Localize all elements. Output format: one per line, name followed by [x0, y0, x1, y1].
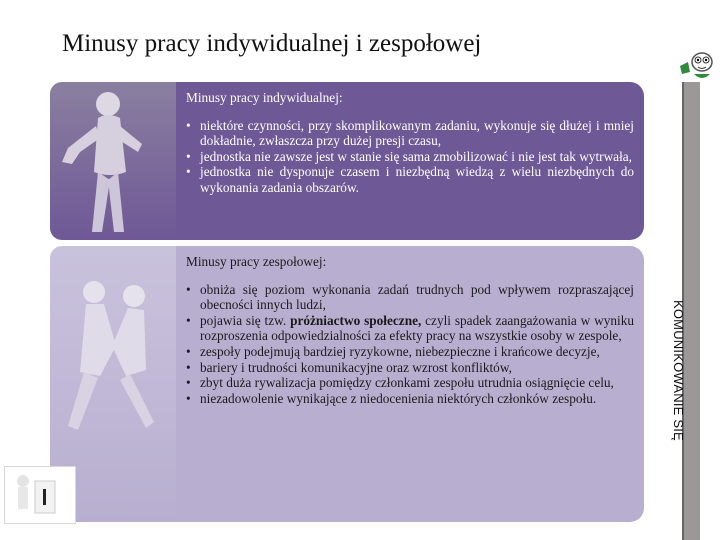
item-text: czyli spadek zaangażowania w wyniku rozproszenia odpowiedzialności za efekty pracy na wszystkie osoby w zespole,	[200, 312, 634, 344]
individual-text	[186, 90, 634, 196]
item-text: pojawia się tzw.	[200, 312, 287, 328]
list-item: • niezadowolenie wynikające z niedocenienia niektórych członków zespołu.	[186, 391, 634, 407]
list-item	[186, 313, 634, 344]
item-bold-term: próżniactwo społeczne,	[290, 312, 422, 328]
list-item: • zbyt duża rywalizacja pomiędzy członkami zespołu utrudnia osiągnięcie celu,	[186, 375, 634, 391]
individual-list	[186, 118, 634, 196]
individual-heading: Minusy pracy indywidualnej:	[186, 90, 343, 105]
sidebar-label: KOMUNIKOWANIE SIĘ	[671, 300, 686, 441]
team-list	[186, 282, 634, 407]
bottom-left-figure-image	[4, 466, 76, 524]
list-item: • jednostka nie dysponuje czasem i niezbędną wiedzą z wielu niezbędnych do wykonania zadania obszarów.	[186, 164, 634, 195]
list-item: • bariery i trudności komunikacyjne oraz wzrost konfliktów,	[186, 360, 634, 376]
thumbs-down-figure-image	[50, 82, 176, 240]
mascot-logo-icon	[674, 44, 718, 84]
list-item: • niektóre czynności, przy skomplikowanym zadaniu, wykonuje się dłużej i mniej dokładnie, zwłaszcza przy dużej presji czasu,	[186, 118, 634, 149]
list-item: • zespoły podejmują bardziej ryzykowne, niebezpieczne i krańcowe decyzje,	[186, 344, 634, 360]
team-text	[186, 254, 634, 406]
list-item: • obniża się poziom wykonania zadań trudnych pod wpływem rozpraszającej obecności innych ludzi,	[186, 282, 634, 313]
slide-title: Minusy pracy indywidualnej i zespołowej	[62, 30, 482, 57]
list-item: • jednostka nie zawsze jest w stanie się sama zmobilizować i nie jest tak wytrwała,	[186, 149, 634, 165]
team-heading: Minusy pracy zespołowej:	[186, 254, 327, 269]
